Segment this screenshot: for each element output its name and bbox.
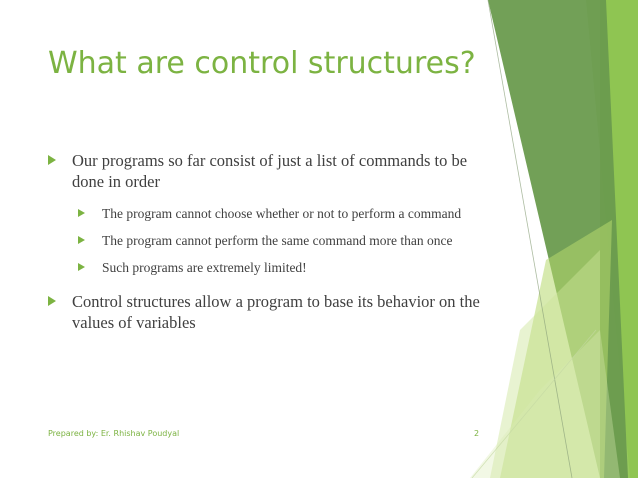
sub-bullet-text: Such programs are extremely limited! bbox=[102, 260, 307, 275]
bullet-item bbox=[48, 150, 488, 192]
triangle-bullet-icon bbox=[78, 209, 85, 217]
bullet-item bbox=[48, 291, 488, 333]
bullet-list bbox=[48, 150, 488, 346]
sub-bullet-text: The program cannot perform the same command more than once bbox=[102, 233, 453, 248]
triangle-bullet-icon bbox=[48, 155, 56, 165]
sub-bullet-item bbox=[48, 232, 488, 250]
footer-author: Prepared by: Er. Rhishav Poudyal bbox=[48, 429, 180, 438]
page-number: 2 bbox=[474, 429, 480, 438]
triangle-bullet-icon bbox=[78, 263, 85, 271]
bullet-text: Our programs so far consist of just a list of commands to be done in order bbox=[72, 151, 468, 191]
sub-bullet-item bbox=[48, 259, 488, 277]
sub-bullet-item bbox=[48, 205, 488, 223]
triangle-bullet-icon bbox=[48, 296, 56, 306]
slide-title: What are control structures? bbox=[48, 46, 476, 81]
bullet-text: Control structures allow a program to base its behavior on the values of variables bbox=[72, 292, 480, 332]
sub-bullet-text: The program cannot choose whether or not to perform a command bbox=[102, 206, 462, 221]
triangle-bullet-icon bbox=[78, 236, 85, 244]
